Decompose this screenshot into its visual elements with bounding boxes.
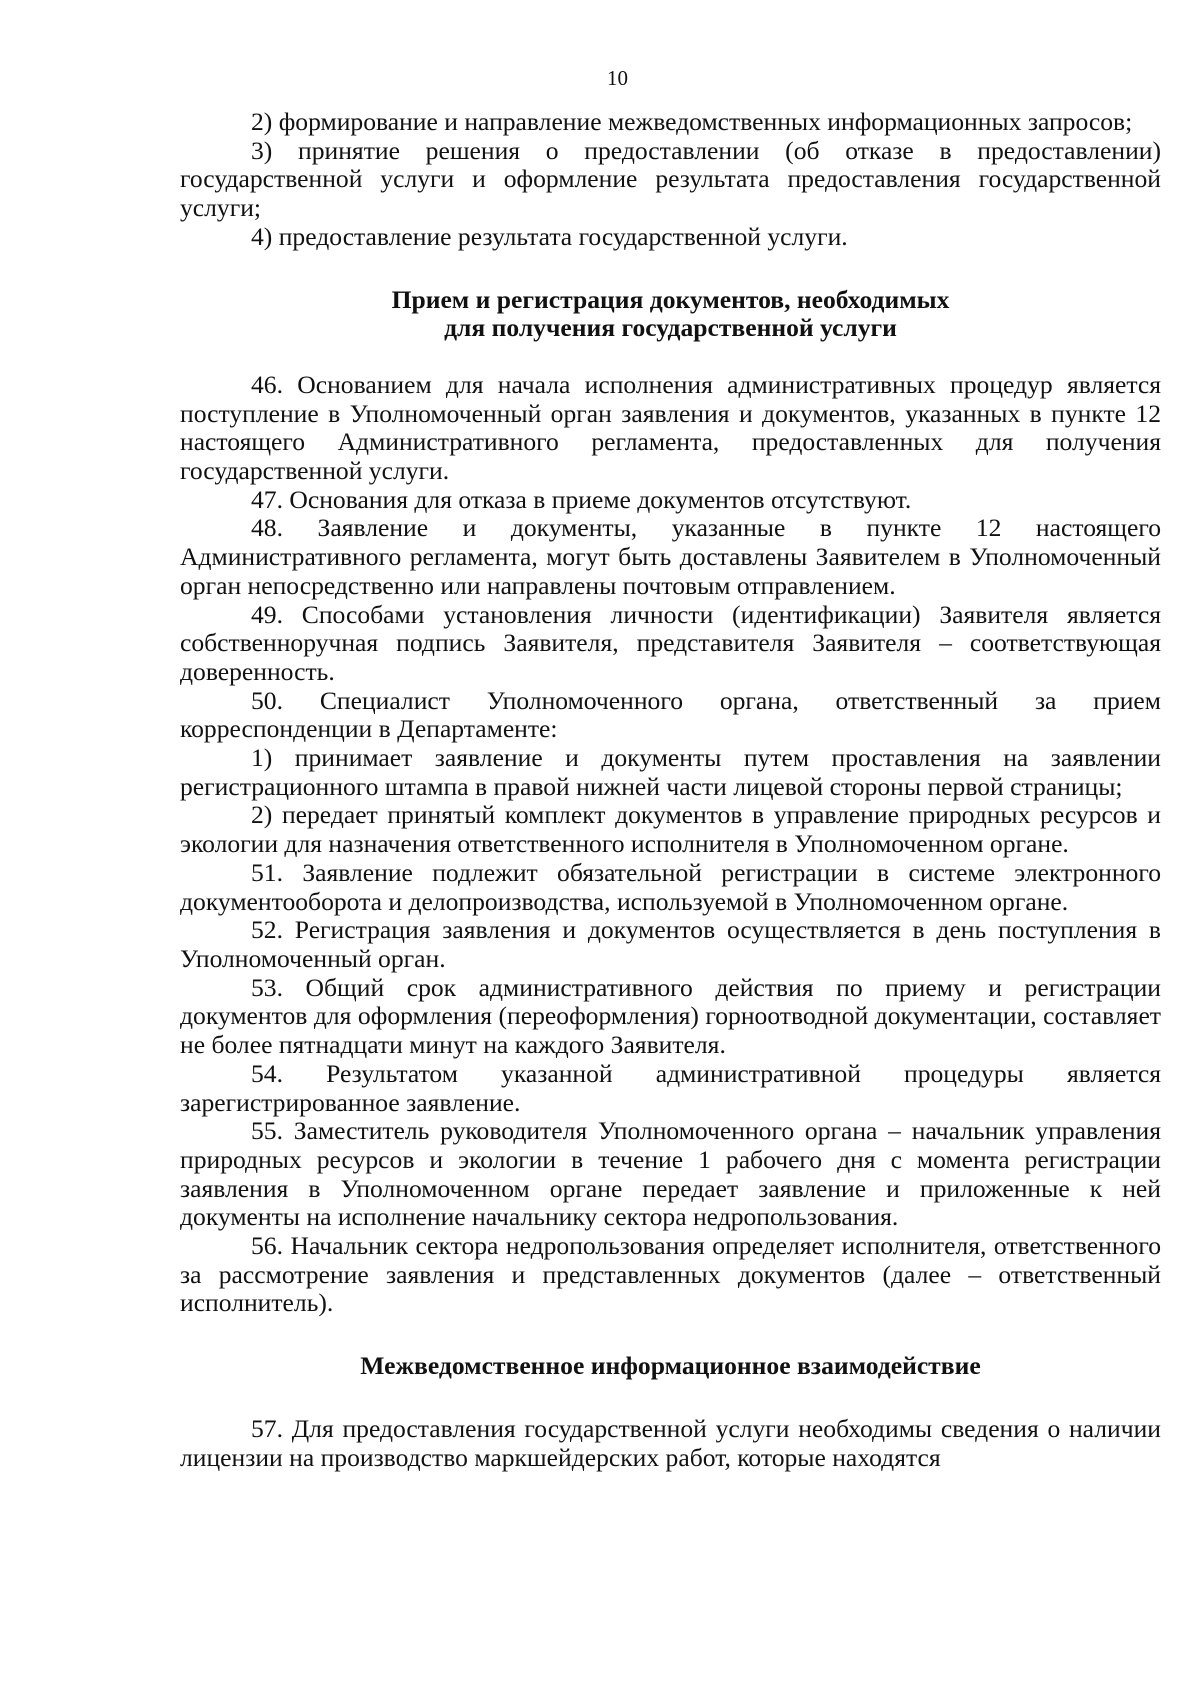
paragraph: 4) предоставление результата государственной услуги. xyxy=(251,221,848,251)
paragraph: 51. Заявление подлежит обязательной регистрации в системе электронного документооборота и делопроизводства, используемой в Уполномоченном органе. xyxy=(180,857,1161,916)
section-heading xyxy=(180,286,1161,343)
paragraph: 46. Основанием для начала исполнения административных процедур является поступление в Уполномоченный орган заявления и документов, указанных в пункте 12 настоящего Административного регламента, предоставленных для получения государственной услуги. xyxy=(180,369,1161,486)
section-heading-line: Прием и регистрация документов, необходимых xyxy=(391,284,950,314)
paragraph: 2) формирование и направление межведомственных информационных запросов; xyxy=(251,107,1133,136)
page-number: 10 xyxy=(607,66,628,90)
paragraph: 47. Основания для отказа в приеме документов отсутствуют. xyxy=(251,484,912,514)
paragraph: 54. Результатом указанной административной процедуры является зарегистрированное заявление. xyxy=(180,1058,1161,1117)
document-body xyxy=(180,108,1161,1472)
paragraph: 2) передает принятый комплект документов в управление природных ресурсов и экологии для назначения ответственного исполнителя в Уполномоченном органе. xyxy=(180,800,1161,859)
paragraph: 1) принимает заявление и документы путем проставления на заявлении регистрационного штампа в правой нижней части лицевой стороны первой страницы; xyxy=(180,743,1161,801)
paragraph: 3) принятие решения о предоставлении (об отказе в предоставлении) государственной услуги и оформление результата предоставления государственной услуги; xyxy=(180,135,1161,223)
paragraph: 48. Заявление и документы, указанные в пункте 12 настоящего Административного регламента, могут быть доставлены Заявителем в Уполномоченный орган непосредственно или направлены почтовым отправлением. xyxy=(180,513,1161,600)
section-heading-line: для получения государственной услуги xyxy=(444,313,897,343)
section-heading: Межведомственное информационное взаимодействие xyxy=(360,1351,981,1381)
paragraph: 50. Специалист Уполномоченного органа, ответственный за прием корреспонденции в Департаменте: xyxy=(180,685,1161,744)
paragraph: 49. Способами установления личности (идентификации) Заявителя является собственноручная подпись Заявителя, представителя Заявителя – соответствующая доверенность. xyxy=(180,599,1161,686)
paragraph: 57. Для предоставления государственной услуги необходимы сведения о наличии лицензии на производство маркшейдерских работ, которые находятся xyxy=(180,1413,1161,1472)
paragraph: 55. Заместитель руководителя Уполномоченного органа – начальник управления природных ресурсов и экологии в течение 1 рабочего дня с момента регистрации заявления в Уполномоченном органе передает заявление и приложенные к ней документы на исполнение начальнику сектора недропользования. xyxy=(180,1116,1161,1232)
paragraph: 53. Общий срок административного действия по приему и регистрации документов для оформления (переоформления) горноотводной документации, составляет не более пятнадцати минут на каждого Заявителя. xyxy=(180,972,1161,1060)
paragraph: 52. Регистрация заявления и документов осуществляется в день поступления в Уполномоченный орган. xyxy=(180,915,1161,973)
paragraph: 56. Начальник сектора недропользования определяет исполнителя, ответственного за рассмотрение заявления и представленных документов (далее – ответственный исполнитель). xyxy=(180,1231,1161,1318)
